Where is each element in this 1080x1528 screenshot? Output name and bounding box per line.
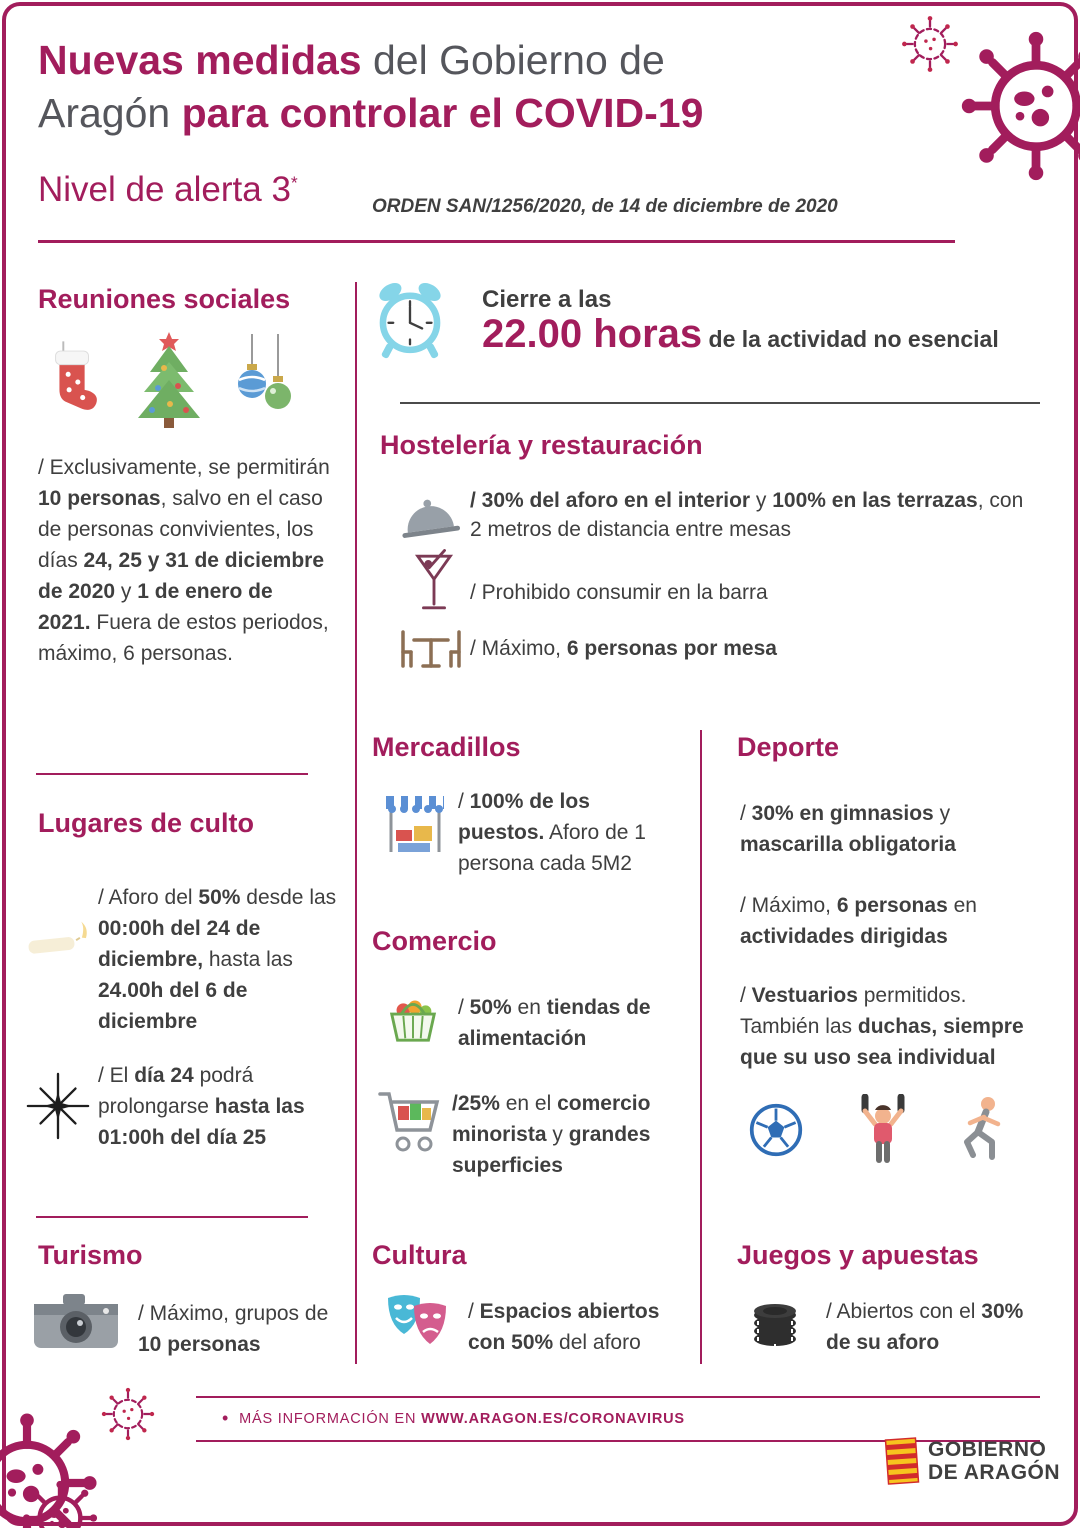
alert-level	[38, 170, 298, 210]
virus-dotted-icon	[98, 1384, 158, 1444]
christmas-tree-icon	[126, 330, 212, 435]
poker-chips-icon	[748, 1288, 806, 1353]
header-divider	[38, 240, 955, 243]
market-stall-icon	[384, 790, 446, 865]
divider-left-1	[36, 773, 308, 775]
page-title	[38, 34, 703, 140]
closure-time: 22.00 horas	[482, 312, 703, 356]
hosteleria-item-1: / 30% del aforo en el interior y 100% en las terrazas, con 2 metros de distancia entre mesas	[470, 489, 1024, 541]
section-heading-culto: Lugares de culto	[38, 808, 255, 838]
footer-info	[222, 1408, 685, 1429]
closure-intro: Cierre a las	[482, 286, 612, 313]
camera-icon	[32, 1292, 120, 1357]
weightlifting-icon	[852, 1094, 914, 1169]
divider-vertical-left	[355, 282, 357, 1364]
reuniones-body: / Exclusivamente, se permitirán 10 personas, salvo en el caso de personas convivientes, los días 24, 25 y 31 de diciembre de 2020 y 1 de enero de 2021. Fuera de estos periodos, máximo, 6 personas.	[38, 456, 330, 665]
section-heading-juegos: Juegos y apuestas	[737, 1240, 979, 1270]
section-heading-comercio: Comercio	[372, 926, 497, 956]
virus-icon	[20, 1478, 100, 1528]
hosteleria-item-3: / Máximo, 6 personas por mesa	[470, 637, 777, 660]
juegos-item: / Abiertos con el 30% de su aforo	[826, 1300, 1024, 1354]
star-icon	[24, 1072, 92, 1145]
soccer-ball-icon	[748, 1102, 804, 1163]
theater-masks-icon	[382, 1290, 454, 1357]
title-line2: Aragón para controlar el COVID-19	[38, 90, 704, 136]
section-heading-mercadillos: Mercadillos	[372, 732, 521, 762]
cocktail-icon	[412, 548, 456, 623]
christmas-stocking-icon	[42, 338, 104, 435]
footer-info-text: MÁS INFORMACIÓN EN WWW.ARAGON.ES/CORONAVIRUS	[239, 1410, 685, 1427]
grocery-basket-icon	[384, 986, 442, 1051]
culto-item-1: / Aforo del 50% desde las 00:00h del 24 de diciembre, hasta las 24.00h del 6 de diciembre	[98, 886, 337, 1033]
logo-line-2: DE ARAGÓN	[928, 1461, 1061, 1484]
closure-line	[482, 312, 999, 357]
candle-icon	[24, 918, 94, 967]
alert-asterisk: *	[290, 172, 298, 193]
logo-text	[928, 1438, 1060, 1484]
section-heading-turismo: Turismo	[38, 1240, 143, 1270]
footer-divider-top	[196, 1396, 1040, 1398]
running-icon	[950, 1094, 1010, 1169]
comercio-item-2: /25% en el comercio minorista y grandes superficies	[452, 1092, 651, 1177]
footer-bullet: •	[222, 1408, 230, 1428]
baubles-icon	[228, 334, 300, 431]
mercadillos-item: / 100% de los puestos. Aforo de 1 persona cada 5M2	[458, 790, 646, 875]
culto-item-2: / El día 24 podrá prolongarse hasta las 01:00h del día 25	[98, 1064, 305, 1149]
hosteleria-item-2: / Prohibido consumir en la barra	[470, 581, 768, 604]
virus-dotted-icon	[898, 12, 962, 76]
section-heading-deporte: Deporte	[737, 732, 840, 762]
deporte-item-3: / Vestuarios permitidos. También las duchas, siempre que su uso sea individual	[740, 984, 1024, 1069]
closure-suffix: de la actividad no esencial	[702, 326, 999, 352]
aragon-flag-icon	[884, 1436, 920, 1491]
section-heading-hosteleria: Hostelería y restauración	[380, 430, 703, 460]
comercio-item-1: / 50% en tiendas de alimentación	[458, 996, 651, 1050]
order-reference: ORDEN SAN/1256/2020, de 14 de diciembre de 2020	[372, 196, 838, 217]
logo-line-1: GOBIERNO	[928, 1438, 1047, 1461]
alert-level-text: Nivel de alerta 3	[38, 170, 291, 209]
deporte-item-2: / Máximo, 6 personas en actividades dirigidas	[740, 894, 977, 948]
cultura-item: / Espacios abiertos con 50% del aforo	[468, 1300, 660, 1354]
divider-vertical-middle	[700, 730, 702, 1364]
turismo-item: / Máximo, grupos de 10 personas	[138, 1302, 329, 1356]
alarm-clock-icon	[368, 278, 452, 367]
shopping-cart-icon	[376, 1082, 444, 1167]
section-heading-reuniones: Reuniones sociales	[38, 284, 291, 314]
title-line1: Nuevas medidas del Gobierno de	[38, 37, 665, 83]
divider-closure	[400, 402, 1040, 404]
section-heading-cultura: Cultura	[372, 1240, 467, 1270]
table-and-chairs-icon	[398, 628, 464, 677]
cloche-icon	[398, 492, 460, 545]
divider-left-2	[36, 1216, 308, 1218]
deporte-item-1: / 30% en gimnasios y mascarilla obligatoria	[740, 802, 956, 856]
virus-icon	[956, 26, 1080, 186]
